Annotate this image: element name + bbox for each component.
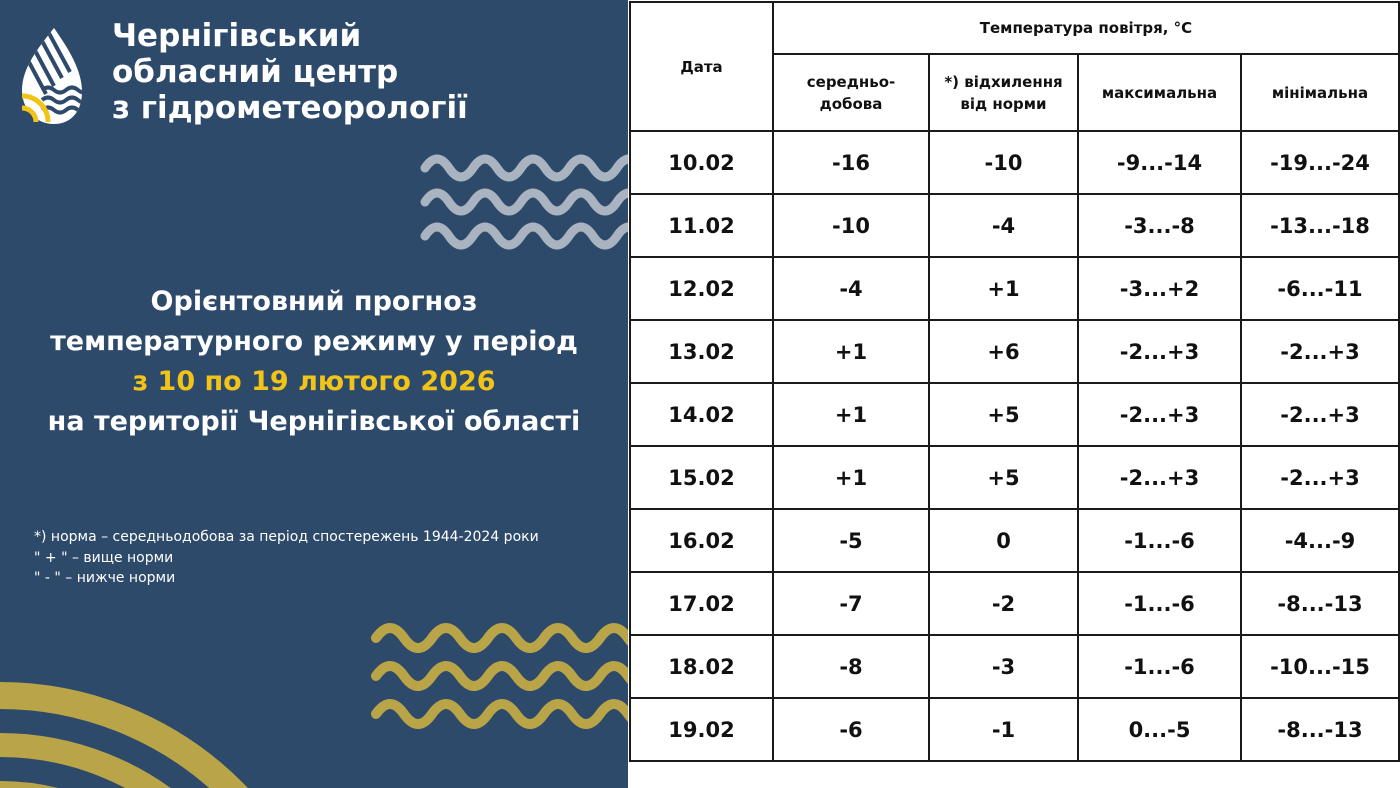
- cell-date: 19.02: [630, 698, 773, 761]
- cell-average: -10: [773, 194, 929, 257]
- cell-minimum: -8...-13: [1241, 572, 1399, 635]
- header-daily-average: [773, 54, 929, 131]
- cell-deviation: -1: [929, 698, 1078, 761]
- forecast-title: [0, 282, 628, 442]
- organization-name-line3: з гідрометеорології: [112, 90, 468, 126]
- cell-average: +1: [773, 320, 929, 383]
- cell-minimum: -10...-15: [1241, 635, 1399, 698]
- table-row: [630, 698, 1399, 761]
- forecast-title-line1: Орієнтовний прогноз: [150, 286, 478, 317]
- cell-deviation: -3: [929, 635, 1078, 698]
- cell-maximum: -2...+3: [1078, 320, 1241, 383]
- drop-logo-icon: [18, 26, 82, 126]
- cell-deviation: +5: [929, 383, 1078, 446]
- forecast-title-line4: на території Чернігівської області: [47, 406, 581, 437]
- cell-maximum: -2...+3: [1078, 446, 1241, 509]
- waves-icon: [420, 146, 628, 252]
- cell-maximum: -1...-6: [1078, 635, 1241, 698]
- table-row: [630, 509, 1399, 572]
- cell-date: 16.02: [630, 509, 773, 572]
- cell-date: 13.02: [630, 320, 773, 383]
- cell-minimum: -6...-11: [1241, 257, 1399, 320]
- table-row: [630, 572, 1399, 635]
- cell-minimum: -8...-13: [1241, 698, 1399, 761]
- forecast-period: з 10 по 19 лютого 2026: [132, 366, 496, 397]
- header-air-temperature: Температура повітря, °С: [773, 2, 1399, 54]
- cell-date: 18.02: [630, 635, 773, 698]
- cell-maximum: -1...-6: [1078, 509, 1241, 572]
- forecast-table-panel: [628, 0, 1400, 788]
- forecast-table: [629, 1, 1400, 762]
- cell-deviation: -2: [929, 572, 1078, 635]
- cell-average: +1: [773, 383, 929, 446]
- cell-deviation: 0: [929, 509, 1078, 572]
- forecast-title-line2: температурного режиму у період: [50, 326, 578, 357]
- cell-maximum: -1...-6: [1078, 572, 1241, 635]
- table-row: [630, 635, 1399, 698]
- header-deviation-line1: *) відхилення: [944, 72, 1063, 91]
- cell-average: -5: [773, 509, 929, 572]
- cell-average: -6: [773, 698, 929, 761]
- cell-minimum: -13...-18: [1241, 194, 1399, 257]
- cell-maximum: 0...-5: [1078, 698, 1241, 761]
- table-header-row: [630, 2, 1399, 54]
- cell-minimum: -2...+3: [1241, 446, 1399, 509]
- table-row: [630, 131, 1399, 194]
- cell-deviation: -10: [929, 131, 1078, 194]
- header-minimum: мінімальна: [1241, 54, 1399, 131]
- header-maximum: максимальна: [1078, 54, 1241, 131]
- table-row: [630, 383, 1399, 446]
- table-row: [630, 446, 1399, 509]
- footnote-norm: *) норма – середньодобова за період спостережень 1944-2024 роки: [34, 529, 539, 545]
- waves-icon: [370, 612, 628, 736]
- cell-deviation: +1: [929, 257, 1078, 320]
- cell-date: 17.02: [630, 572, 773, 635]
- organization-name-line2: обласний центр: [112, 54, 399, 90]
- header-date: Дата: [630, 2, 773, 131]
- cell-average: +1: [773, 446, 929, 509]
- cell-maximum: -9...-14: [1078, 131, 1241, 194]
- organization-name-line1: Чернігівський: [112, 18, 362, 54]
- footnote-minus: " - " – нижче норми: [34, 570, 176, 586]
- cell-date: 10.02: [630, 131, 773, 194]
- organization-name: [112, 18, 468, 126]
- cell-deviation: -4: [929, 194, 1078, 257]
- cell-average: -8: [773, 635, 929, 698]
- table-row: [630, 320, 1399, 383]
- header-deviation: [929, 54, 1078, 131]
- cell-average: -4: [773, 257, 929, 320]
- cell-maximum: -3...+2: [1078, 257, 1241, 320]
- table-row: [630, 194, 1399, 257]
- cell-average: -16: [773, 131, 929, 194]
- cell-date: 14.02: [630, 383, 773, 446]
- cell-deviation: +6: [929, 320, 1078, 383]
- cell-minimum: -2...+3: [1241, 383, 1399, 446]
- cell-maximum: -3...-8: [1078, 194, 1241, 257]
- table-row: [630, 257, 1399, 320]
- header-daily-average-line1: середньо-: [806, 72, 896, 91]
- cell-minimum: -2...+3: [1241, 320, 1399, 383]
- footnote-plus: " + " – вище норми: [34, 549, 174, 566]
- cell-minimum: -4...-9: [1241, 509, 1399, 572]
- cell-date: 11.02: [630, 194, 773, 257]
- concentric-arcs-icon: [0, 585, 380, 788]
- header-daily-average-line2: добова: [819, 94, 883, 113]
- cell-minimum: -19...-24: [1241, 131, 1399, 194]
- cell-date: 15.02: [630, 446, 773, 509]
- cell-maximum: -2...+3: [1078, 383, 1241, 446]
- cell-date: 12.02: [630, 257, 773, 320]
- left-panel: [0, 0, 628, 788]
- footnotes: [34, 527, 539, 589]
- header-deviation-line2: від норми: [960, 94, 1047, 113]
- cell-deviation: +5: [929, 446, 1078, 509]
- cell-average: -7: [773, 572, 929, 635]
